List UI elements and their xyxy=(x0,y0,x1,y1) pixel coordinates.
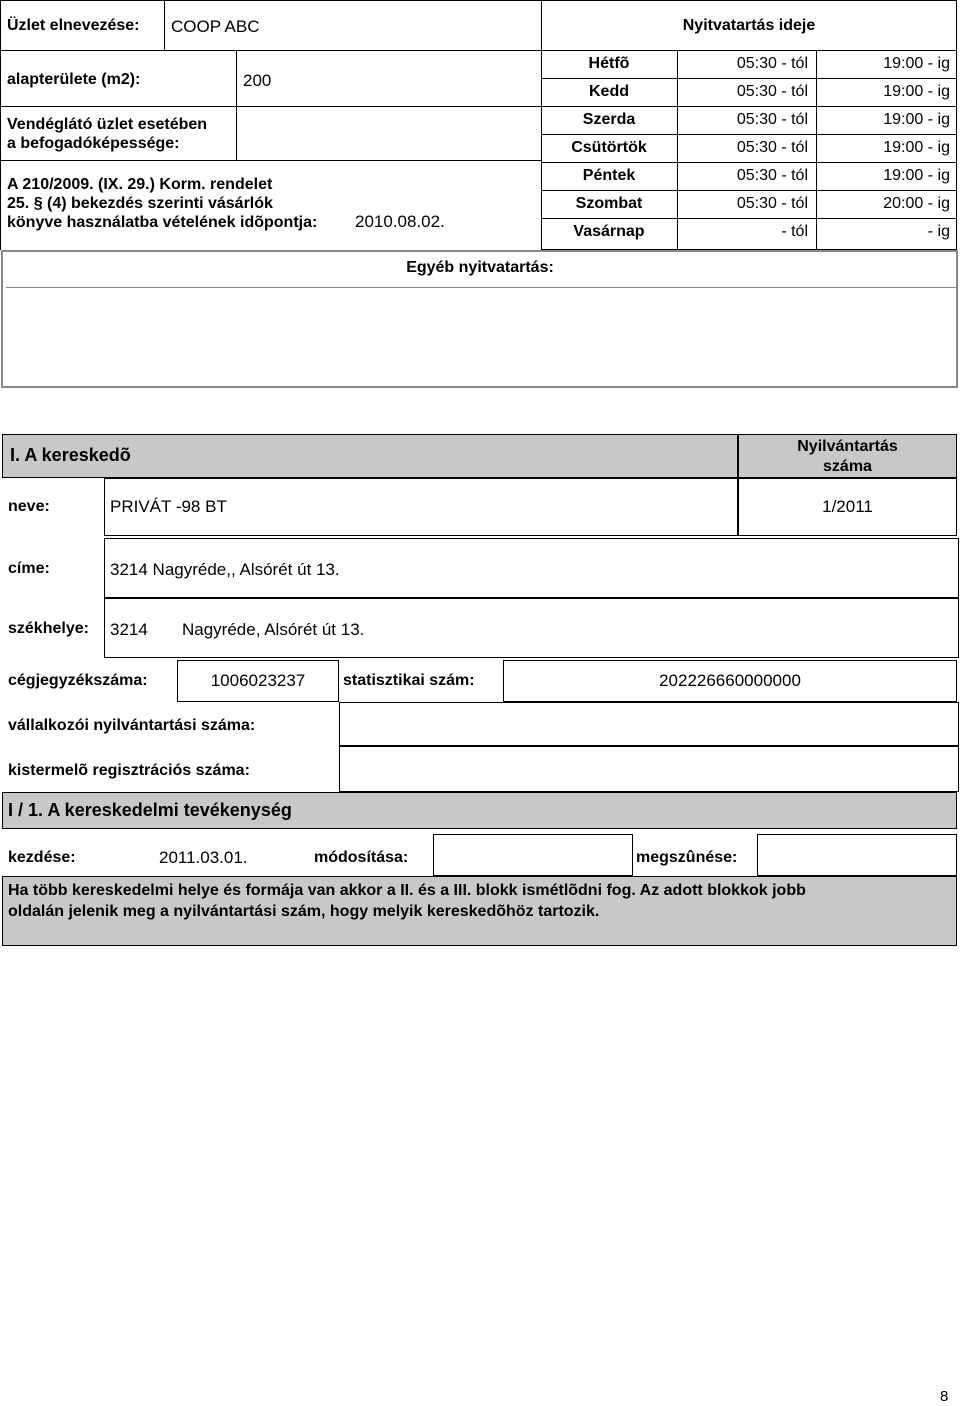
activity-note: Ha több kereskedelmi helye és formája van akkor a II. és a III. blokk ismétlõdni fog. Az adott blokkok jobb oldalán jelenik meg a nyilvántartási szám, hogy melyik kereskedõhöz tartozik. xyxy=(8,882,806,920)
open-from-wednesday: 05:30 - tól xyxy=(736,111,808,128)
seat-zip-value: 3214 xyxy=(110,620,148,639)
entrepreneur-reg-label: vállalkozói nyilvántartási száma: xyxy=(8,717,256,734)
divider xyxy=(541,218,957,219)
area-value: 200 xyxy=(243,71,272,90)
modify-label: módosítása: xyxy=(314,849,409,866)
address-label: címe: xyxy=(8,560,50,577)
open-from-thursday: 05:30 - tól xyxy=(736,139,808,156)
open-to-sunday: - ig xyxy=(927,223,950,240)
stat-number-value: 202226660000000 xyxy=(659,671,801,690)
page-number: 8 xyxy=(940,1388,949,1405)
day-thursday: Csütörtök xyxy=(571,139,647,156)
divider xyxy=(541,50,957,51)
open-from-monday: 05:30 - tól xyxy=(736,55,808,72)
merchant-section-title: I. A kereskedõ xyxy=(10,445,131,465)
day-monday: Hétfõ xyxy=(588,55,630,72)
end-label: megszûnése: xyxy=(636,849,738,866)
company-reg-label: cégjegyzékszáma: xyxy=(8,672,148,689)
divider xyxy=(541,162,957,163)
decree-label-line1: A 210/2009. (IX. 29.) Korm. rendelet xyxy=(7,176,273,193)
divider xyxy=(816,50,817,250)
day-wednesday: Szerda xyxy=(582,111,636,128)
open-from-tuesday: 05:30 - tól xyxy=(736,83,808,100)
decree-date-value: 2010.08.02. xyxy=(355,212,445,231)
open-to-thursday: 19:00 - ig xyxy=(883,139,950,156)
divider xyxy=(541,190,957,191)
registry-header-line2: száma xyxy=(823,458,872,475)
day-tuesday: Kedd xyxy=(589,83,629,100)
address-value: 3214 Nagyréde,, Alsórét út 13. xyxy=(110,560,340,579)
day-saturday: Szombat xyxy=(575,195,643,212)
divider xyxy=(541,78,957,79)
capacity-label-line1: Vendéglátó üzlet esetében xyxy=(7,116,208,133)
open-from-saturday: 05:30 - tól xyxy=(736,195,808,212)
registry-header-line1: Nyilvántartás xyxy=(797,438,898,455)
start-label: kezdése: xyxy=(8,849,76,866)
divider xyxy=(6,287,956,288)
open-to-tuesday: 19:00 - ig xyxy=(883,83,950,100)
open-from-sunday: - tól xyxy=(781,223,808,240)
day-sunday: Vasárnap xyxy=(573,223,645,240)
end-box xyxy=(757,834,957,876)
producer-reg-label: kistermelõ regisztrációs száma: xyxy=(8,762,250,779)
open-to-monday: 19:00 - ig xyxy=(883,55,950,72)
divider xyxy=(677,50,678,250)
divider xyxy=(0,160,541,161)
open-to-saturday: 20:00 - ig xyxy=(883,195,950,212)
open-to-friday: 19:00 - ig xyxy=(883,167,950,184)
producer-reg-box xyxy=(339,746,959,792)
modify-box xyxy=(433,834,633,876)
seat-label: székhelye: xyxy=(8,620,89,637)
store-name-label: Üzlet elnevezése: xyxy=(7,17,140,34)
merchant-name-label: neve: xyxy=(8,498,50,515)
entrepreneur-reg-box xyxy=(339,702,959,746)
day-friday: Péntek xyxy=(582,167,636,184)
other-hours-label: Egyéb nyitvatartás: xyxy=(406,259,554,276)
divider xyxy=(541,134,957,135)
decree-label-line3: könyve használatba vételének idõpontja: xyxy=(7,214,318,231)
divider xyxy=(164,0,165,50)
area-label: alapterülete (m2): xyxy=(7,71,141,88)
store-name-value: COOP ABC xyxy=(171,17,260,36)
stat-number-label: statisztikai szám: xyxy=(343,672,475,689)
company-reg-value: 1006023237 xyxy=(210,671,306,690)
activity-section-title: I / 1. A kereskedelmi tevékenység xyxy=(8,800,292,820)
registry-number-value: 1/2011 xyxy=(822,497,873,516)
divider xyxy=(0,50,541,51)
open-to-wednesday: 19:00 - ig xyxy=(883,111,950,128)
decree-label-line2: 25. § (4) bekezdés szerinti vásárlók xyxy=(7,195,273,212)
opening-hours-title: Nyitvatartás ideje xyxy=(682,17,816,34)
merchant-name-value: PRIVÁT -98 BT xyxy=(110,497,227,516)
capacity-label-line2: a befogadóképessége: xyxy=(7,135,180,152)
divider xyxy=(0,106,541,107)
seat-value: Nagyréde, Alsórét út 13. xyxy=(182,620,365,639)
start-value: 2011.03.01. xyxy=(159,848,248,867)
divider xyxy=(236,50,237,160)
divider xyxy=(541,106,957,107)
open-from-friday: 05:30 - tól xyxy=(736,167,808,184)
